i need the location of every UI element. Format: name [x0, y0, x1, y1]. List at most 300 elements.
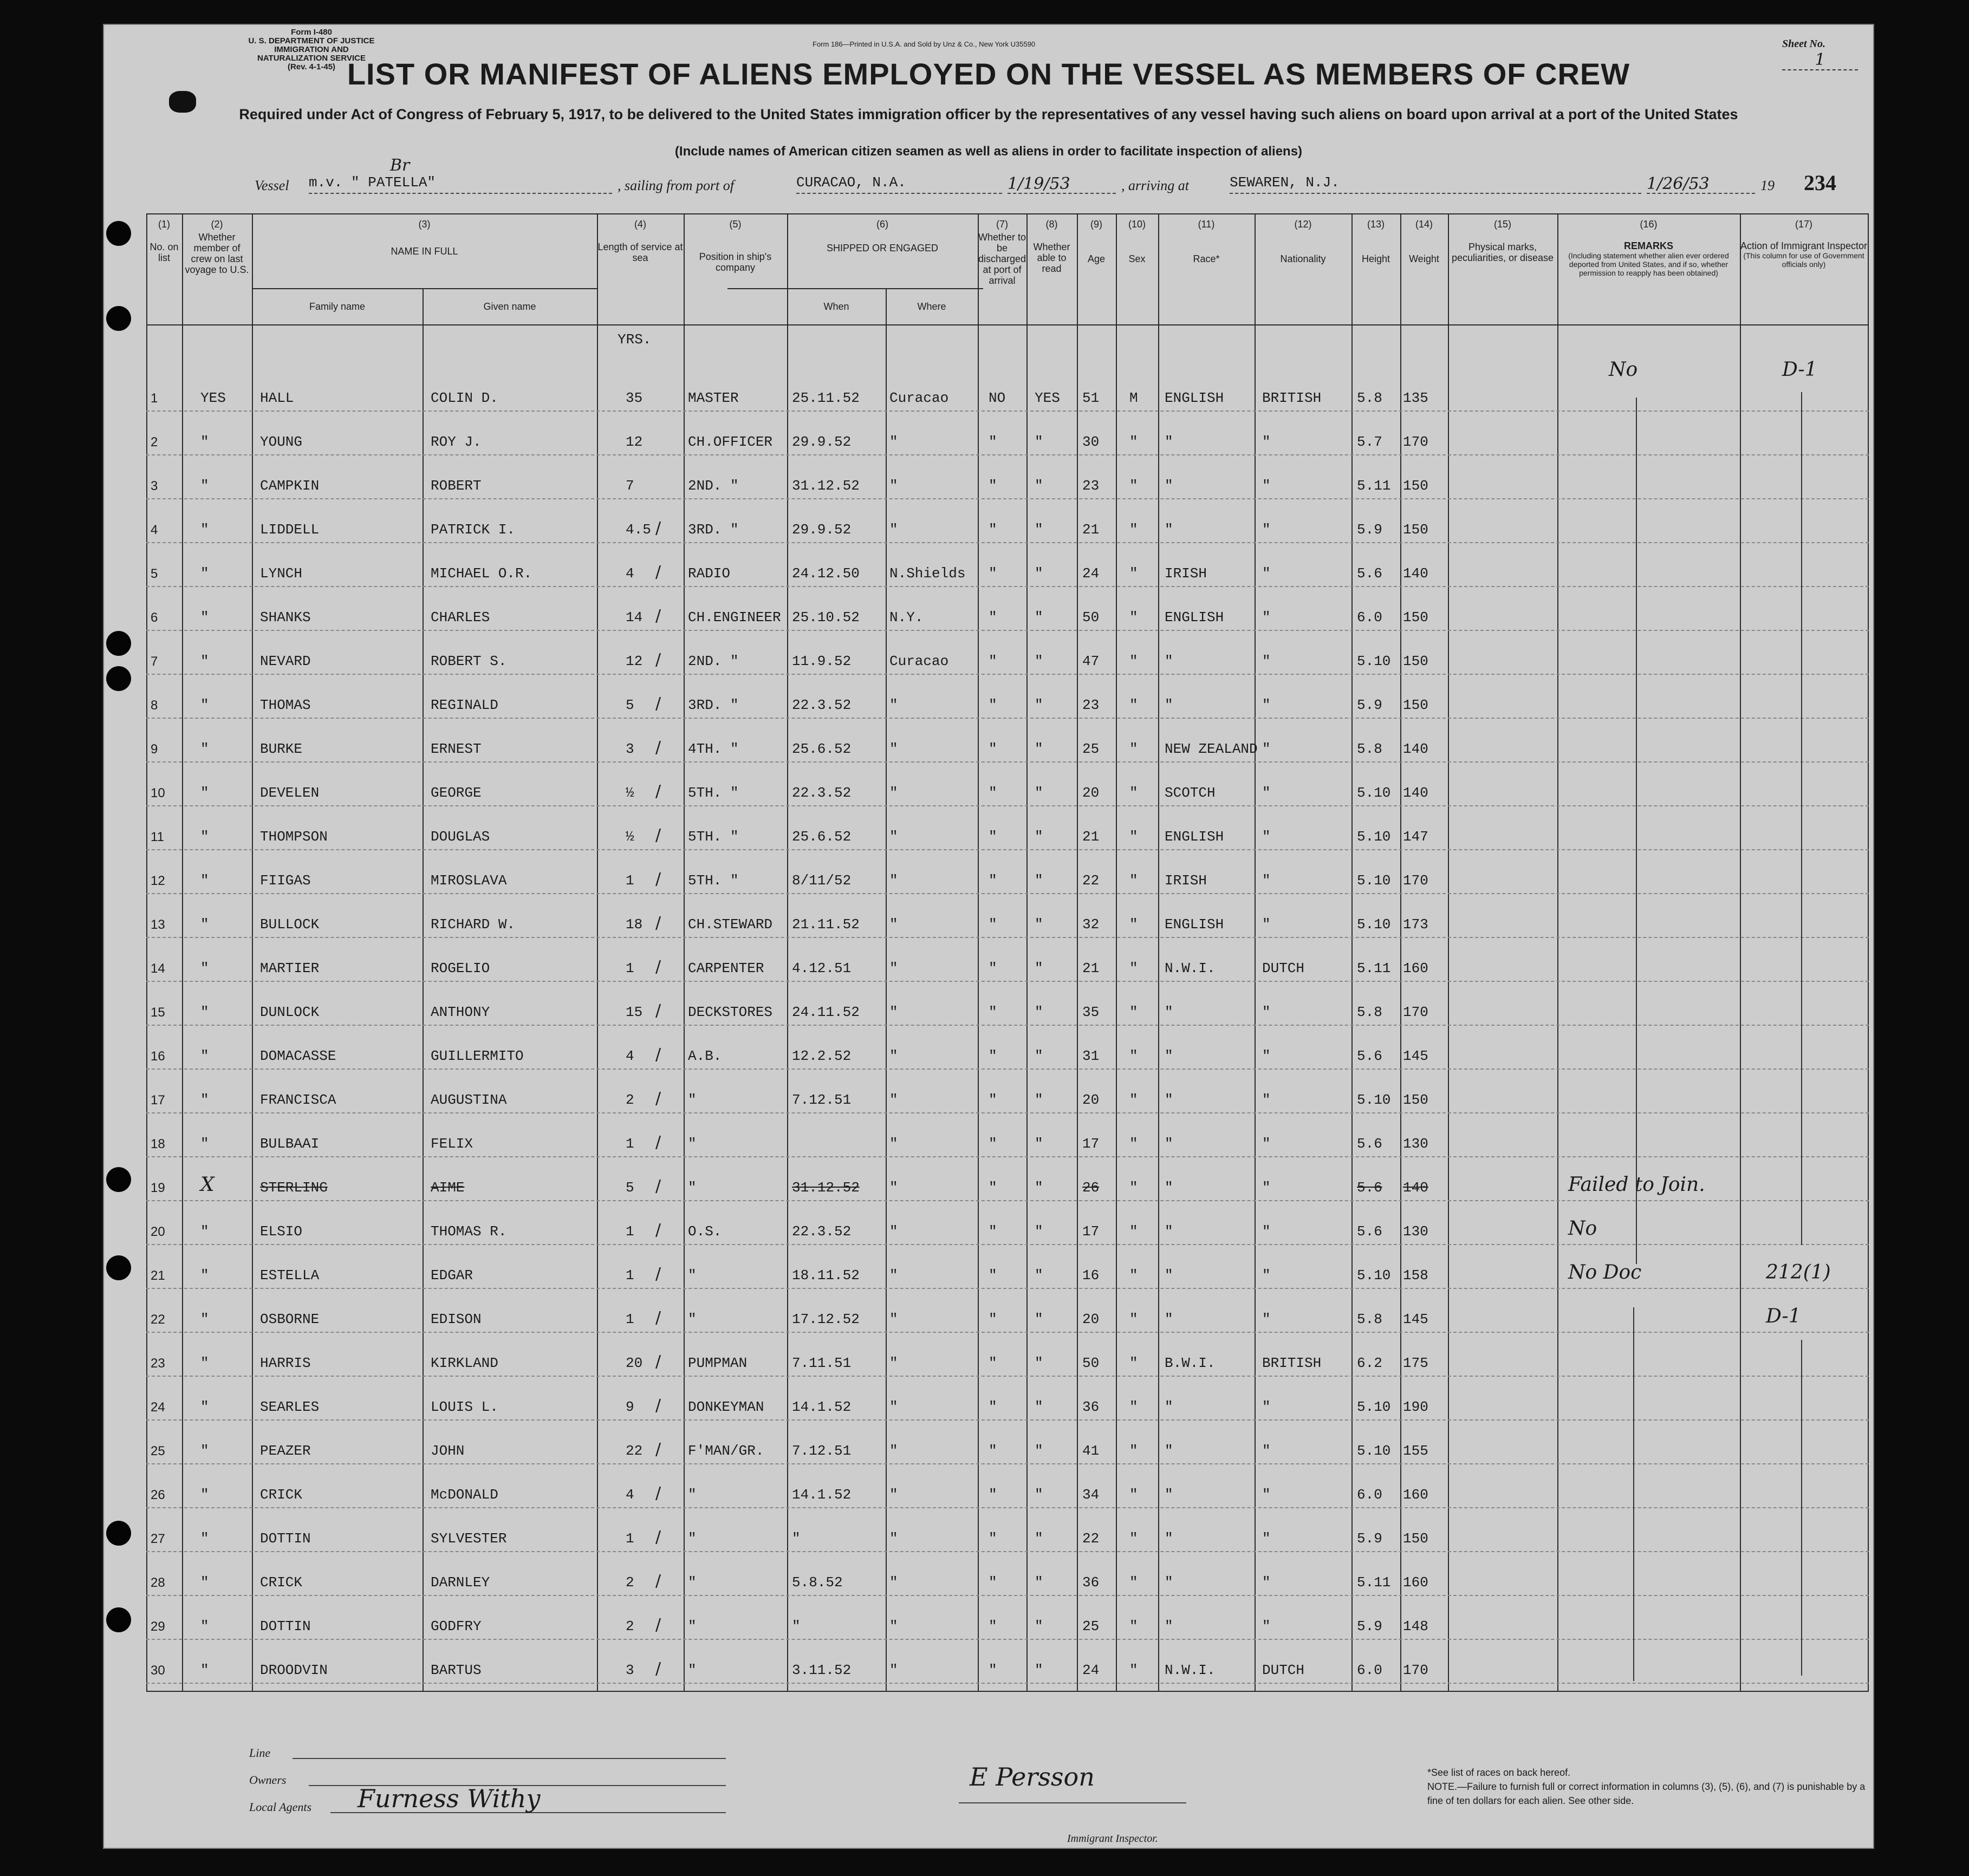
weight: 173 — [1403, 916, 1428, 933]
table-row — [146, 1336, 1869, 1377]
weight: 150 — [1403, 1530, 1428, 1547]
age: 36 — [1082, 1574, 1100, 1591]
col-number: (11) — [1198, 219, 1215, 230]
row-number: 6 — [151, 610, 158, 625]
shipped-where: " — [889, 1662, 898, 1678]
check-mark: / — [655, 1396, 661, 1415]
nationality: " — [1262, 785, 1271, 801]
check-mark: / — [655, 1659, 661, 1678]
col-3-header — [252, 219, 597, 257]
position: O.S. — [688, 1223, 722, 1240]
col-note: (This column for use of Government officials only) — [1743, 251, 1864, 269]
weight: 150 — [1403, 478, 1428, 494]
table-row — [146, 634, 1869, 675]
sheet-number-value: 1 — [1782, 50, 1858, 70]
age: 41 — [1082, 1443, 1100, 1459]
race: " — [1165, 434, 1173, 450]
discharged: " — [989, 1048, 997, 1064]
row-number: 26 — [151, 1488, 165, 1502]
age: 17 — [1082, 1136, 1100, 1152]
length-of-service: 15 — [626, 1004, 643, 1020]
position: " — [688, 1092, 697, 1108]
age: 20 — [1082, 1311, 1100, 1327]
family-name: DOTTIN — [260, 1530, 311, 1547]
table-row — [146, 809, 1869, 850]
col-13-header — [1351, 219, 1400, 264]
shipped-when: 7.12.51 — [792, 1443, 852, 1459]
length-of-service: 1 — [626, 1311, 634, 1327]
age: 50 — [1082, 609, 1100, 626]
family-name: DOTTIN — [260, 1618, 311, 1634]
sex: " — [1129, 1618, 1138, 1634]
sex: " — [1129, 1311, 1138, 1327]
check-mark: / — [655, 1308, 661, 1327]
prev-voyage: " — [200, 653, 209, 669]
line-field — [293, 1758, 726, 1759]
age: 22 — [1082, 1530, 1100, 1547]
weight: 170 — [1403, 1004, 1428, 1020]
row-number: 5 — [151, 566, 158, 581]
check-mark: / — [655, 1484, 661, 1503]
when-header: When — [823, 301, 849, 312]
shipped-when: 31.12.52 — [792, 1180, 860, 1196]
check-mark: / — [655, 914, 661, 933]
action-ditto-line — [1801, 392, 1802, 1245]
sailing-port: CURACAO, N.A. — [796, 174, 1002, 194]
col-note: (Including statement whether alien ever ordered deported from United States, and if so, whether permission to reapply has been obtained) — [1568, 251, 1729, 277]
height: 5.11 — [1357, 1574, 1391, 1591]
discharged: " — [989, 872, 997, 889]
given-name: PATRICK I. — [431, 522, 516, 538]
shipped-when: " — [792, 1618, 801, 1634]
prev-voyage: " — [200, 522, 209, 538]
form-notes — [1427, 1766, 1871, 1808]
height: 5.10 — [1357, 653, 1391, 669]
race: " — [1165, 1311, 1173, 1327]
weight: 170 — [1403, 872, 1428, 889]
prev-voyage: " — [200, 1004, 209, 1020]
length-of-service: 1 — [626, 1136, 634, 1152]
line-label: Line — [249, 1746, 271, 1760]
check-mark: / — [655, 1045, 661, 1064]
nationality: " — [1262, 1311, 1271, 1327]
length-of-service: 5 — [626, 1180, 634, 1196]
family-name: NEVARD — [260, 653, 311, 669]
position: 2ND. " — [688, 653, 739, 669]
position: 2ND. " — [688, 478, 739, 494]
race: N.W.I. — [1165, 960, 1216, 976]
race: ENGLISH — [1165, 609, 1224, 626]
col-1-header — [146, 219, 182, 263]
crew-table — [146, 213, 1869, 1692]
able-to-read: " — [1035, 1662, 1043, 1678]
table-row — [146, 853, 1869, 894]
shipped-where: " — [889, 1092, 898, 1108]
race: " — [1165, 1048, 1173, 1064]
check-mark: / — [655, 1528, 661, 1547]
given-name: AUGUSTINA — [431, 1092, 507, 1108]
given-name: FELIX — [431, 1136, 473, 1152]
col-15-header — [1448, 219, 1557, 263]
discharged: " — [989, 1399, 997, 1415]
discharged: " — [989, 829, 997, 845]
length-of-service: 2 — [626, 1092, 634, 1108]
prev-voyage: YES — [200, 390, 226, 406]
position: A.B. — [688, 1048, 722, 1064]
col-title: NAME IN FULL — [391, 246, 458, 257]
col-number: (2) — [211, 219, 223, 230]
col-number: (12) — [1294, 219, 1312, 230]
shipped-when: 22.3.52 — [792, 785, 852, 801]
col-number: (17) — [1795, 219, 1812, 230]
length-of-service: 12 — [626, 653, 643, 669]
family-name: BULBAAI — [260, 1136, 320, 1152]
sex: " — [1129, 653, 1138, 669]
inspector-field — [959, 1802, 1186, 1803]
sex: " — [1129, 1048, 1138, 1064]
table-row — [146, 1292, 1869, 1333]
sex: " — [1129, 565, 1138, 582]
arriving-date: 1/26/53 — [1647, 174, 1755, 194]
check-mark: / — [655, 650, 661, 669]
family-name: DEVELEN — [260, 785, 320, 801]
check-mark: / — [655, 607, 661, 626]
position: " — [688, 1136, 697, 1152]
position: F'MAN/GR. — [688, 1443, 764, 1459]
length-of-service: 1 — [626, 960, 634, 976]
row-number: 10 — [151, 786, 165, 800]
sex: " — [1129, 1092, 1138, 1108]
table-row — [146, 1116, 1869, 1157]
position: RADIO — [688, 565, 731, 582]
discharged: " — [989, 1004, 997, 1020]
nationality: BRITISH — [1262, 390, 1322, 406]
discharged: " — [989, 741, 997, 757]
race: IRISH — [1165, 565, 1207, 582]
position: 5TH. " — [688, 872, 739, 889]
family-name: HARRIS — [260, 1355, 311, 1371]
age: 30 — [1082, 434, 1100, 450]
table-row — [146, 590, 1869, 631]
family-name: OSBORNE — [260, 1311, 320, 1327]
given-name: GODFRY — [431, 1618, 482, 1634]
position: 5TH. " — [688, 785, 739, 801]
col-number: (4) — [634, 219, 646, 230]
check-mark: / — [655, 782, 661, 801]
height: 6.0 — [1357, 1662, 1382, 1678]
able-to-read: " — [1035, 1092, 1043, 1108]
col-title: REMARKS — [1623, 240, 1673, 251]
col-title: Race* — [1193, 253, 1220, 264]
able-to-read: " — [1035, 697, 1043, 713]
shipped-when: 7.12.51 — [792, 1092, 852, 1108]
family-name: FRANCISCA — [260, 1092, 336, 1108]
sex: " — [1129, 1180, 1138, 1196]
family-name: THOMAS — [260, 697, 311, 713]
sex: " — [1129, 434, 1138, 450]
row-number: 24 — [151, 1400, 165, 1415]
weight: 135 — [1403, 390, 1428, 406]
given-name: EDISON — [431, 1311, 482, 1327]
shipped-when: 7.11.51 — [792, 1355, 852, 1371]
height: 5.6 — [1357, 1048, 1382, 1064]
discharged: " — [989, 1267, 997, 1284]
prev-voyage: " — [200, 1267, 209, 1284]
arriving-port: SEWAREN, N.J. — [1230, 174, 1641, 194]
age: 23 — [1082, 478, 1100, 494]
shipped-when: 11.9.52 — [792, 653, 852, 669]
weight: 160 — [1403, 1574, 1428, 1591]
height: 5.8 — [1357, 1311, 1382, 1327]
weight: 155 — [1403, 1443, 1428, 1459]
given-name: DARNLEY — [431, 1574, 490, 1591]
prev-voyage: " — [200, 785, 209, 801]
prev-voyage: " — [200, 916, 209, 933]
given-name: EDGAR — [431, 1267, 473, 1284]
position: " — [688, 1180, 697, 1196]
shipped-where: " — [889, 697, 898, 713]
age: 23 — [1082, 697, 1100, 713]
shipped-when: 25.6.52 — [792, 829, 852, 845]
col-number: (3) — [418, 219, 431, 230]
prev-voyage: " — [200, 829, 209, 845]
discharged: " — [989, 1180, 997, 1196]
race: NEW ZEALAND — [1165, 741, 1258, 757]
prev-voyage: " — [200, 1487, 209, 1503]
length-of-service: 22 — [626, 1443, 643, 1459]
able-to-read: " — [1035, 872, 1043, 889]
shipped-where: " — [889, 1311, 898, 1327]
row-number: 30 — [151, 1663, 165, 1678]
row-number: 8 — [151, 698, 158, 713]
check-mark: / — [655, 1089, 661, 1108]
family-name: BURKE — [260, 741, 303, 757]
height: 5.10 — [1357, 785, 1391, 801]
remark: No Doc — [1568, 1261, 1642, 1284]
age: 21 — [1082, 829, 1100, 845]
shipped-when: 14.1.52 — [792, 1487, 852, 1503]
age: 35 — [1082, 1004, 1100, 1020]
given-name-header: Given name — [483, 301, 536, 312]
shipped-when: 25.6.52 — [792, 741, 852, 757]
shipped-where: " — [889, 1136, 898, 1152]
sex: " — [1129, 1530, 1138, 1547]
discharged: " — [989, 785, 997, 801]
nationality: " — [1262, 1223, 1271, 1240]
col-17-header — [1740, 219, 1868, 269]
table-row — [146, 1204, 1869, 1245]
col-7-header — [978, 219, 1026, 286]
check-mark: / — [655, 1265, 661, 1284]
prev-voyage: " — [200, 1311, 209, 1327]
shipped-when: 14.1.52 — [792, 1399, 852, 1415]
length-of-service: 4.5 — [626, 522, 651, 538]
weight: 130 — [1403, 1223, 1428, 1240]
prev-voyage: " — [200, 872, 209, 889]
col-16-header — [1557, 219, 1740, 277]
nationality: " — [1262, 1574, 1271, 1591]
col-number: (15) — [1493, 219, 1511, 230]
shipped-where: " — [889, 1443, 898, 1459]
weight: 158 — [1403, 1267, 1428, 1284]
length-of-service: ½ — [626, 785, 634, 801]
col-title: Whether to be discharged at port of arrival — [978, 232, 1026, 286]
form-revision: (Rev. 4-1-45) — [287, 62, 336, 71]
action-top: D-1 — [1782, 359, 1817, 381]
height: 5.6 — [1357, 565, 1382, 582]
nationality: " — [1262, 565, 1271, 582]
check-mark: / — [655, 1001, 661, 1020]
family-name: DUNLOCK — [260, 1004, 320, 1020]
length-of-service: 18 — [626, 916, 643, 933]
header-bottom-rule — [146, 324, 1869, 325]
height: 5.9 — [1357, 1618, 1382, 1634]
col-number: (10) — [1128, 219, 1146, 230]
height: 5.6 — [1357, 1136, 1382, 1152]
height: 5.8 — [1357, 390, 1382, 406]
race: " — [1165, 1487, 1173, 1503]
nationality: " — [1262, 916, 1271, 933]
shipped-where: " — [889, 1048, 898, 1064]
age: 50 — [1082, 1355, 1100, 1371]
discharged: " — [989, 478, 997, 494]
position: 3RD. " — [688, 522, 739, 538]
row-number: 20 — [151, 1224, 165, 1239]
table-row — [146, 985, 1869, 1026]
given-name: JOHN — [431, 1443, 465, 1459]
table-row — [146, 1423, 1869, 1464]
nationality: DUTCH — [1262, 960, 1305, 976]
col-8-header — [1026, 219, 1077, 274]
nationality: " — [1262, 609, 1271, 626]
table-row — [146, 1160, 1869, 1201]
col-6-header — [787, 219, 978, 253]
position: CARPENTER — [688, 960, 764, 976]
age: 22 — [1082, 872, 1100, 889]
age: 24 — [1082, 565, 1100, 582]
penalty-note: NOTE.—Failure to furnish full or correct information in columns (3), (5), (6), and (7) is punishable by a fine of ten dollars for each alien. See other side. — [1427, 1781, 1866, 1806]
race: N.W.I. — [1165, 1662, 1216, 1678]
table-row — [146, 414, 1869, 455]
shipped-where: " — [889, 741, 898, 757]
given-name: MIROSLAVA — [431, 872, 507, 889]
col-number: (9) — [1090, 219, 1102, 230]
sex: " — [1129, 1355, 1138, 1371]
family-name: SEARLES — [260, 1399, 320, 1415]
able-to-read: " — [1035, 609, 1043, 626]
family-name: CRICK — [260, 1487, 303, 1503]
col-number: (14) — [1415, 219, 1433, 230]
height: 6.0 — [1357, 609, 1382, 626]
race: ENGLISH — [1165, 390, 1224, 406]
sailing-date: 1/19/53 — [1008, 174, 1116, 194]
given-name: ERNEST — [431, 741, 482, 757]
remark-ditto-line — [1636, 398, 1637, 1264]
length-of-service: 4 — [626, 565, 634, 582]
position: CH.OFFICER — [688, 434, 773, 450]
family-name: DROODVIN — [260, 1662, 328, 1678]
family-name: FIIGAS — [260, 872, 311, 889]
able-to-read: " — [1035, 1487, 1043, 1503]
shipped-where: " — [889, 1487, 898, 1503]
position: " — [688, 1662, 697, 1678]
able-to-read: " — [1035, 565, 1043, 582]
race: SCOTCH — [1165, 785, 1216, 801]
prev-voyage: " — [200, 1574, 209, 1591]
table-row — [146, 721, 1869, 763]
age: 16 — [1082, 1267, 1100, 1284]
family-name: PEAZER — [260, 1443, 311, 1459]
sex: " — [1129, 522, 1138, 538]
nationality: " — [1262, 478, 1271, 494]
years-unit: YRS. — [618, 331, 652, 348]
prev-voyage: " — [200, 434, 209, 450]
height: 5.8 — [1357, 1004, 1382, 1020]
discharged: " — [989, 434, 997, 450]
sex: " — [1129, 1662, 1138, 1678]
row-number: 19 — [151, 1181, 165, 1195]
weight: 150 — [1403, 609, 1428, 626]
weight: 140 — [1403, 741, 1428, 757]
prev-voyage: " — [200, 1136, 209, 1152]
col-title: Sex — [1128, 253, 1146, 264]
family-name: YOUNG — [260, 434, 303, 450]
family-name: STERLING — [260, 1180, 328, 1196]
race: " — [1165, 1180, 1173, 1196]
length-of-service: 5 — [626, 697, 634, 713]
shipped-when: 4.12.51 — [792, 960, 852, 976]
prev-voyage: X — [200, 1174, 215, 1196]
race: " — [1165, 1399, 1173, 1415]
family-name: ELSIO — [260, 1223, 303, 1240]
race: " — [1165, 478, 1173, 494]
weight: 147 — [1403, 829, 1428, 845]
length-of-service: 1 — [626, 1223, 634, 1240]
given-name: GUILLERMITO — [431, 1048, 524, 1064]
check-mark: / — [655, 1352, 661, 1371]
able-to-read: " — [1035, 1574, 1043, 1591]
check-mark: / — [655, 1440, 661, 1459]
shipped-where: " — [889, 1530, 898, 1547]
table-row — [146, 1511, 1869, 1552]
able-to-read: " — [1035, 478, 1043, 494]
sex: " — [1129, 1136, 1138, 1152]
age: 20 — [1082, 1092, 1100, 1108]
col-number: (6) — [876, 219, 888, 230]
sex: " — [1129, 916, 1138, 933]
position: DECKSTORES — [688, 1004, 773, 1020]
sex: " — [1129, 785, 1138, 801]
length-of-service: 1 — [626, 872, 634, 889]
race: " — [1165, 1530, 1173, 1547]
able-to-read: " — [1035, 1223, 1043, 1240]
row-number: 29 — [151, 1619, 165, 1634]
department: U. S. DEPARTMENT OF JUSTICE — [248, 36, 375, 45]
shipped-when: " — [792, 1530, 801, 1547]
family-name: LIDDELL — [260, 522, 320, 538]
row-number: 25 — [151, 1444, 165, 1458]
nationality: " — [1262, 741, 1271, 757]
given-name: REGINALD — [431, 697, 498, 713]
race: " — [1165, 1092, 1173, 1108]
length-of-service: 35 — [626, 390, 643, 406]
length-of-service: 1 — [626, 1530, 634, 1547]
table-row — [146, 765, 1869, 806]
table-row — [146, 678, 1869, 719]
nationality: " — [1262, 1530, 1271, 1547]
shipped-when: 29.9.52 — [792, 522, 852, 538]
race: " — [1165, 1136, 1173, 1152]
